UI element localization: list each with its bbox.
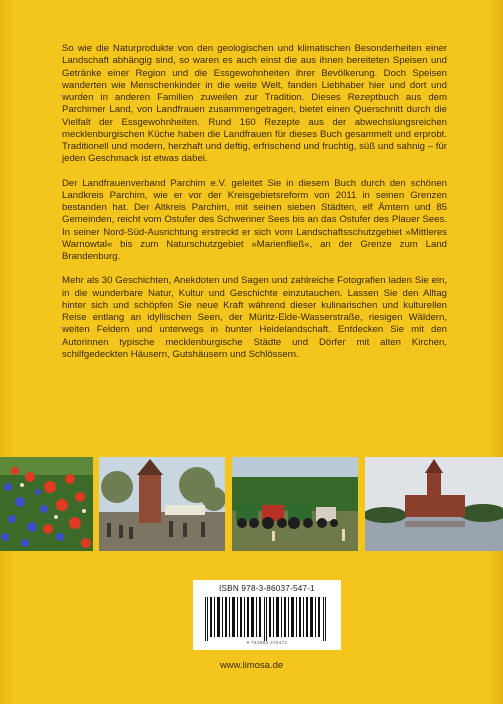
publisher-website[interactable]: www.limosa.de: [219, 660, 284, 671]
blurb-paragraph-2: Der Landfrauenverband Parchim e.V. geleitet Sie in diesem Buch durch den schönen Landkreis Parchim, wie er vor der Kreisgebietsreform von 2011 in seinen Grenzen bestanden hat. Der Altkreis Parchim, mit seinen sieben Städten, elf Ämtern und 85 Gemeinden, reicht vom Ostufer des Schweriner Sees bis an das Ostufer des Plauer Sees. In seiner Nord-Süd-Ausrichtung erstreckt er sich vom Landschaftsschutzgebiet »Mittleres Warnowtal« bis zum Naturschutzgebiet »Marienfließ«, an der Grenze zum Land Brandenburg.: [62, 177, 447, 262]
photo-strip: [0, 457, 503, 551]
barcode-graphic: [203, 597, 331, 641]
photo-church-lake: [365, 457, 503, 551]
isbn-barcode-box: [193, 580, 341, 650]
isbn-label: ISBN 978-3-86037-547-1: [219, 584, 315, 593]
barcode-digits: 9 783860 375471: [246, 640, 288, 645]
blurb-paragraph-3: Mehr als 30 Geschichten, Anekdoten und Sagen und zahlreiche Fotografien laden Sie ein, in die wunderbare Natur, Kultur und Geschichte einzutauchen. Lassen Sie den Alltag hinter sich und schöpfen Sie neue Kraft während dieser kulinarischen und kulturellen Reise entlang an idyllischen Seen, der Müritz-Elde-Wasserstraße, riesigen Wäldern, weiten Feldern und unterwegs in bunter Heidelandschaft. Entdecken Sie mit den Autorinnen typische mecklenburgische Städte und Dörfer mit alten Kirchen, schilfgedeckten Häusern, Gutshäusern und Schlössern.: [62, 275, 447, 360]
photo-tractors: [232, 457, 358, 551]
blurb-text: [62, 43, 447, 373]
photo-wildflowers: [0, 457, 93, 551]
photo-tower-market: [99, 457, 225, 551]
blurb-paragraph-1: So wie die Naturprodukte von den geologischen und klimatischen Besonderheiten einer Landschaft abhängig sind, so waren es auch einst die aus ihnen bereiteten Speisen und Getränke einer Region und die Essgewohnheiten ihrer Bevölkerung. Doch Speisen wanderten wie Menschenkinder in die weite Welt, fanden Liebhaber hier und dort und wurden in anderen Familien zuweilen zur Tradition. Dieses Rezeptbuch aus dem Parchimer Land, von Landfrauen zusammengetragen, bietet einen Querschnitt durch die Vielfalt der Essgewohnheiten. Rund 160 Rezepte aus der abwechslungsreichen mecklenburgischen Küche haben die Landfrauen für dieses Buch gesammelt und erprobt. Traditionell und modern, herzhaft und deftig, erfrischend und fruchtig, süß und sahnig – für jeden Geschmack ist etwas dabei.: [62, 43, 447, 165]
